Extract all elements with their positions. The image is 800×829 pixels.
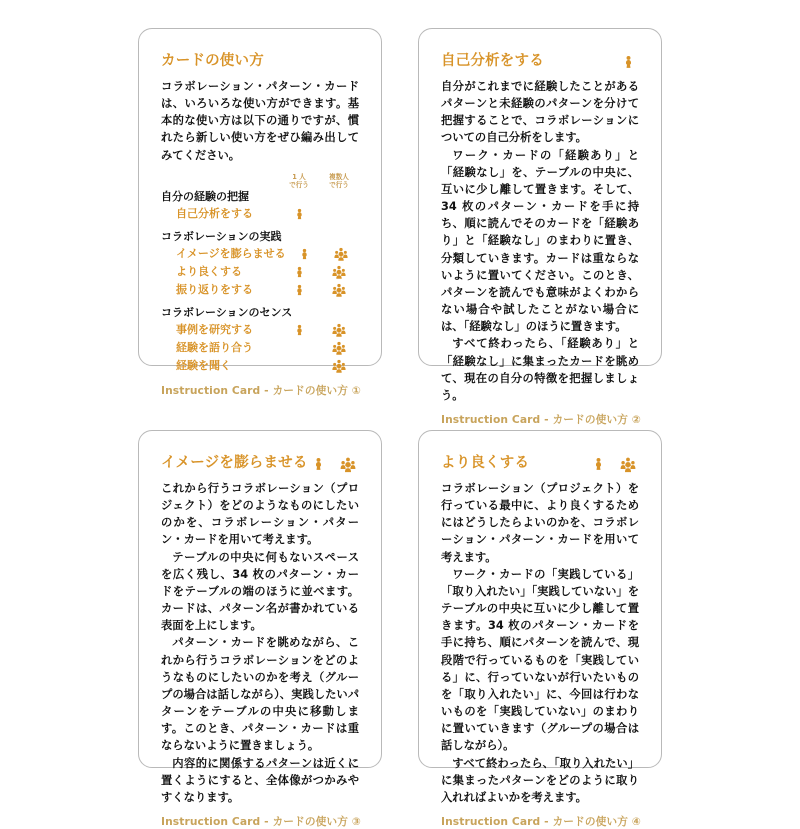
instruction-card-1[interactable] (138, 28, 382, 398)
group-people-icon (330, 339, 348, 357)
usage-cell-group (319, 281, 359, 299)
usage-cell-solo (279, 263, 319, 281)
single-person-icon (290, 281, 308, 299)
card-paragraph: 内容的に関係するパターンは近くに置くようにすると、全体像がつかみやすくなります。 (161, 756, 359, 804)
usage-cell-solo (279, 205, 319, 223)
card-title: より良くする (441, 455, 530, 472)
single-person-icon (295, 245, 313, 263)
card-footer: Instruction Card - カードの使い方 ④ (441, 814, 641, 828)
card-paragraph: コラボレーション（プロジェクト）を行っている最中に、より良くするためにはどうしたらよいのかを、コラボレーション・パターン・カードを用いて考えます。 (441, 482, 639, 564)
usage-row-label: 経験を聞く (176, 358, 231, 372)
usage-item-row (161, 205, 359, 223)
group-people-icon (330, 281, 348, 299)
card-paragraph: パターン・カードを眺めながら、これから行うコラボレーションをどのようなものにしたいのかを考え（グループの場合は話しながら）、実践したいパターンをテーブルの中央に移動します。このとき、パターン・カードは重ならないように置きましょう。 (161, 636, 359, 753)
single-person-icon (290, 321, 308, 339)
card-body (161, 78, 359, 164)
usage-cell-group (319, 357, 359, 375)
usage-cell-group (322, 245, 359, 263)
instruction-card-2[interactable] (418, 28, 662, 426)
instruction-card-4[interactable] (418, 430, 662, 828)
card-footer: Instruction Card - カードの使い方 ① (161, 384, 361, 398)
usage-item-row (161, 263, 359, 281)
column-header-solo-line1: 1 人 (292, 172, 306, 181)
column-header-solo (279, 174, 319, 190)
usage-cell-solo (279, 321, 319, 339)
card-paragraph: ワーク・カードの「実践している」「取り入れたい」「実践していない」をテーブルの中央に互いに少し離して置きます。34 枚のパターン・カードを手に持ち、順にパターンを読んで、現段階で行っているものを「実践している」に、行っていないが行いたいものを「取り入れたい」に、今回は行わないものを「実践していない」のまわりに置いていきます（グループの場合は話しながら）。 (441, 567, 639, 753)
single-person-icon (309, 455, 327, 473)
usage-row-label: より良くする (176, 264, 242, 278)
card-title: イメージを膨らませる (161, 455, 308, 472)
card-body (441, 480, 639, 806)
card-footer: Instruction Card - カードの使い方 ② (441, 412, 641, 426)
group-people-icon (619, 455, 637, 473)
single-person-icon (290, 263, 308, 281)
card-body (161, 480, 359, 806)
single-person-icon (619, 53, 637, 71)
column-header-group-line2: で行う (329, 180, 349, 189)
usage-item-row (161, 281, 359, 299)
group-people-icon (330, 321, 348, 339)
card-paragraph: 自分がこれまでに経験したことがあるパターンと未経験のパターンを分けて把握することで、コラボレーションについての自己分析をします。 (441, 80, 639, 145)
card-header (161, 455, 359, 473)
usage-row-label: 振り返りをする (176, 282, 253, 296)
single-person-icon (290, 205, 308, 223)
column-header-group (319, 174, 359, 190)
group-people-icon (330, 263, 348, 281)
usage-cell-solo (279, 281, 319, 299)
group-people-icon (339, 455, 357, 473)
card-footer: Instruction Card - カードの使い方 ③ (161, 814, 361, 828)
card-paragraph: すべて終わったら、「取り入れたい」に集まったパターンをどのように取り入れればよいかを考えます。 (441, 756, 639, 804)
usage-row-label: コラボレーションの実践 (161, 230, 282, 244)
group-people-icon (330, 357, 348, 375)
card-paragraph: ワーク・カードの「経験あり」と「経験なし」を、テーブルの中央に、互いに少し離して置きます。そして、34 枚のパターン・カードを手に持ち、順に読んでそのカードを「経験あり」と「経験なし」のまわりに置き、分類していきます。カードは重ならないように置いてください。このとき、パターンを読んでも意味がよくわからない場合や試したことがない場合には、「経験なし」のほうに置きます。 (441, 148, 639, 334)
usage-item-row (161, 357, 359, 375)
card-header-icons (619, 53, 639, 71)
usage-item-row (161, 245, 359, 263)
card-body (441, 78, 639, 404)
usage-cell-group (319, 339, 359, 357)
usage-row-label: コラボレーションのセンス (161, 306, 293, 320)
usage-group-row (161, 230, 359, 245)
card-header (161, 53, 359, 71)
column-header-group-line1: 複数人 (329, 172, 349, 181)
card-title: カードの使い方 (161, 53, 264, 70)
usage-row-label: 事例を研究する (176, 322, 253, 336)
usage-row-label: 自分の経験の把握 (161, 190, 249, 204)
usage-row-label: イメージを膨らませる (176, 246, 286, 260)
usage-row-label: 自己分析をする (176, 206, 253, 220)
usage-cell-solo (286, 245, 323, 263)
usage-row-label: 経験を語り合う (176, 340, 253, 354)
card-header-icons (589, 455, 639, 473)
card-paragraph: すべて終わったら、「経験あり」と「経験なし」に集まったカードを眺めて、現在の自分の特徴を把握しましょう。 (441, 337, 639, 402)
column-header-solo-line2: で行う (289, 180, 309, 189)
card-paragraph: テーブルの中央に何もないスペースを広く残し、34 枚のパターン・カードをテーブルの端のほうに並べます。カードは、パターン名が書かれている表面を上にします。 (161, 550, 359, 633)
usage-group-row (161, 190, 359, 205)
card-header (441, 53, 639, 71)
usage-item-row (161, 339, 359, 357)
usage-group-row (161, 306, 359, 321)
usage-table-column-headers (161, 174, 359, 190)
single-person-icon (589, 455, 607, 473)
usage-table (161, 174, 359, 376)
usage-table-rows (161, 190, 359, 375)
usage-cell-group (319, 321, 359, 339)
group-people-icon (332, 245, 350, 263)
card-header (441, 455, 639, 473)
card-paragraph: コラボレーション・パターン・カードは、いろいろな使い方ができます。基本的な使い方は以下の通りですが、慣れたら新しい使い方をぜひ編み出してみてください。 (161, 80, 359, 162)
card-title: 自己分析をする (441, 53, 544, 70)
instruction-card-3[interactable] (138, 430, 382, 828)
card-paragraph: これから行うコラボレーション（プロジェクト）をどのようなものにしたいのかを、コラボレーション・パターン・カードを用いて考えます。 (161, 482, 359, 547)
card-header-icons (309, 455, 359, 473)
usage-cell-group (319, 263, 359, 281)
usage-item-row (161, 321, 359, 339)
